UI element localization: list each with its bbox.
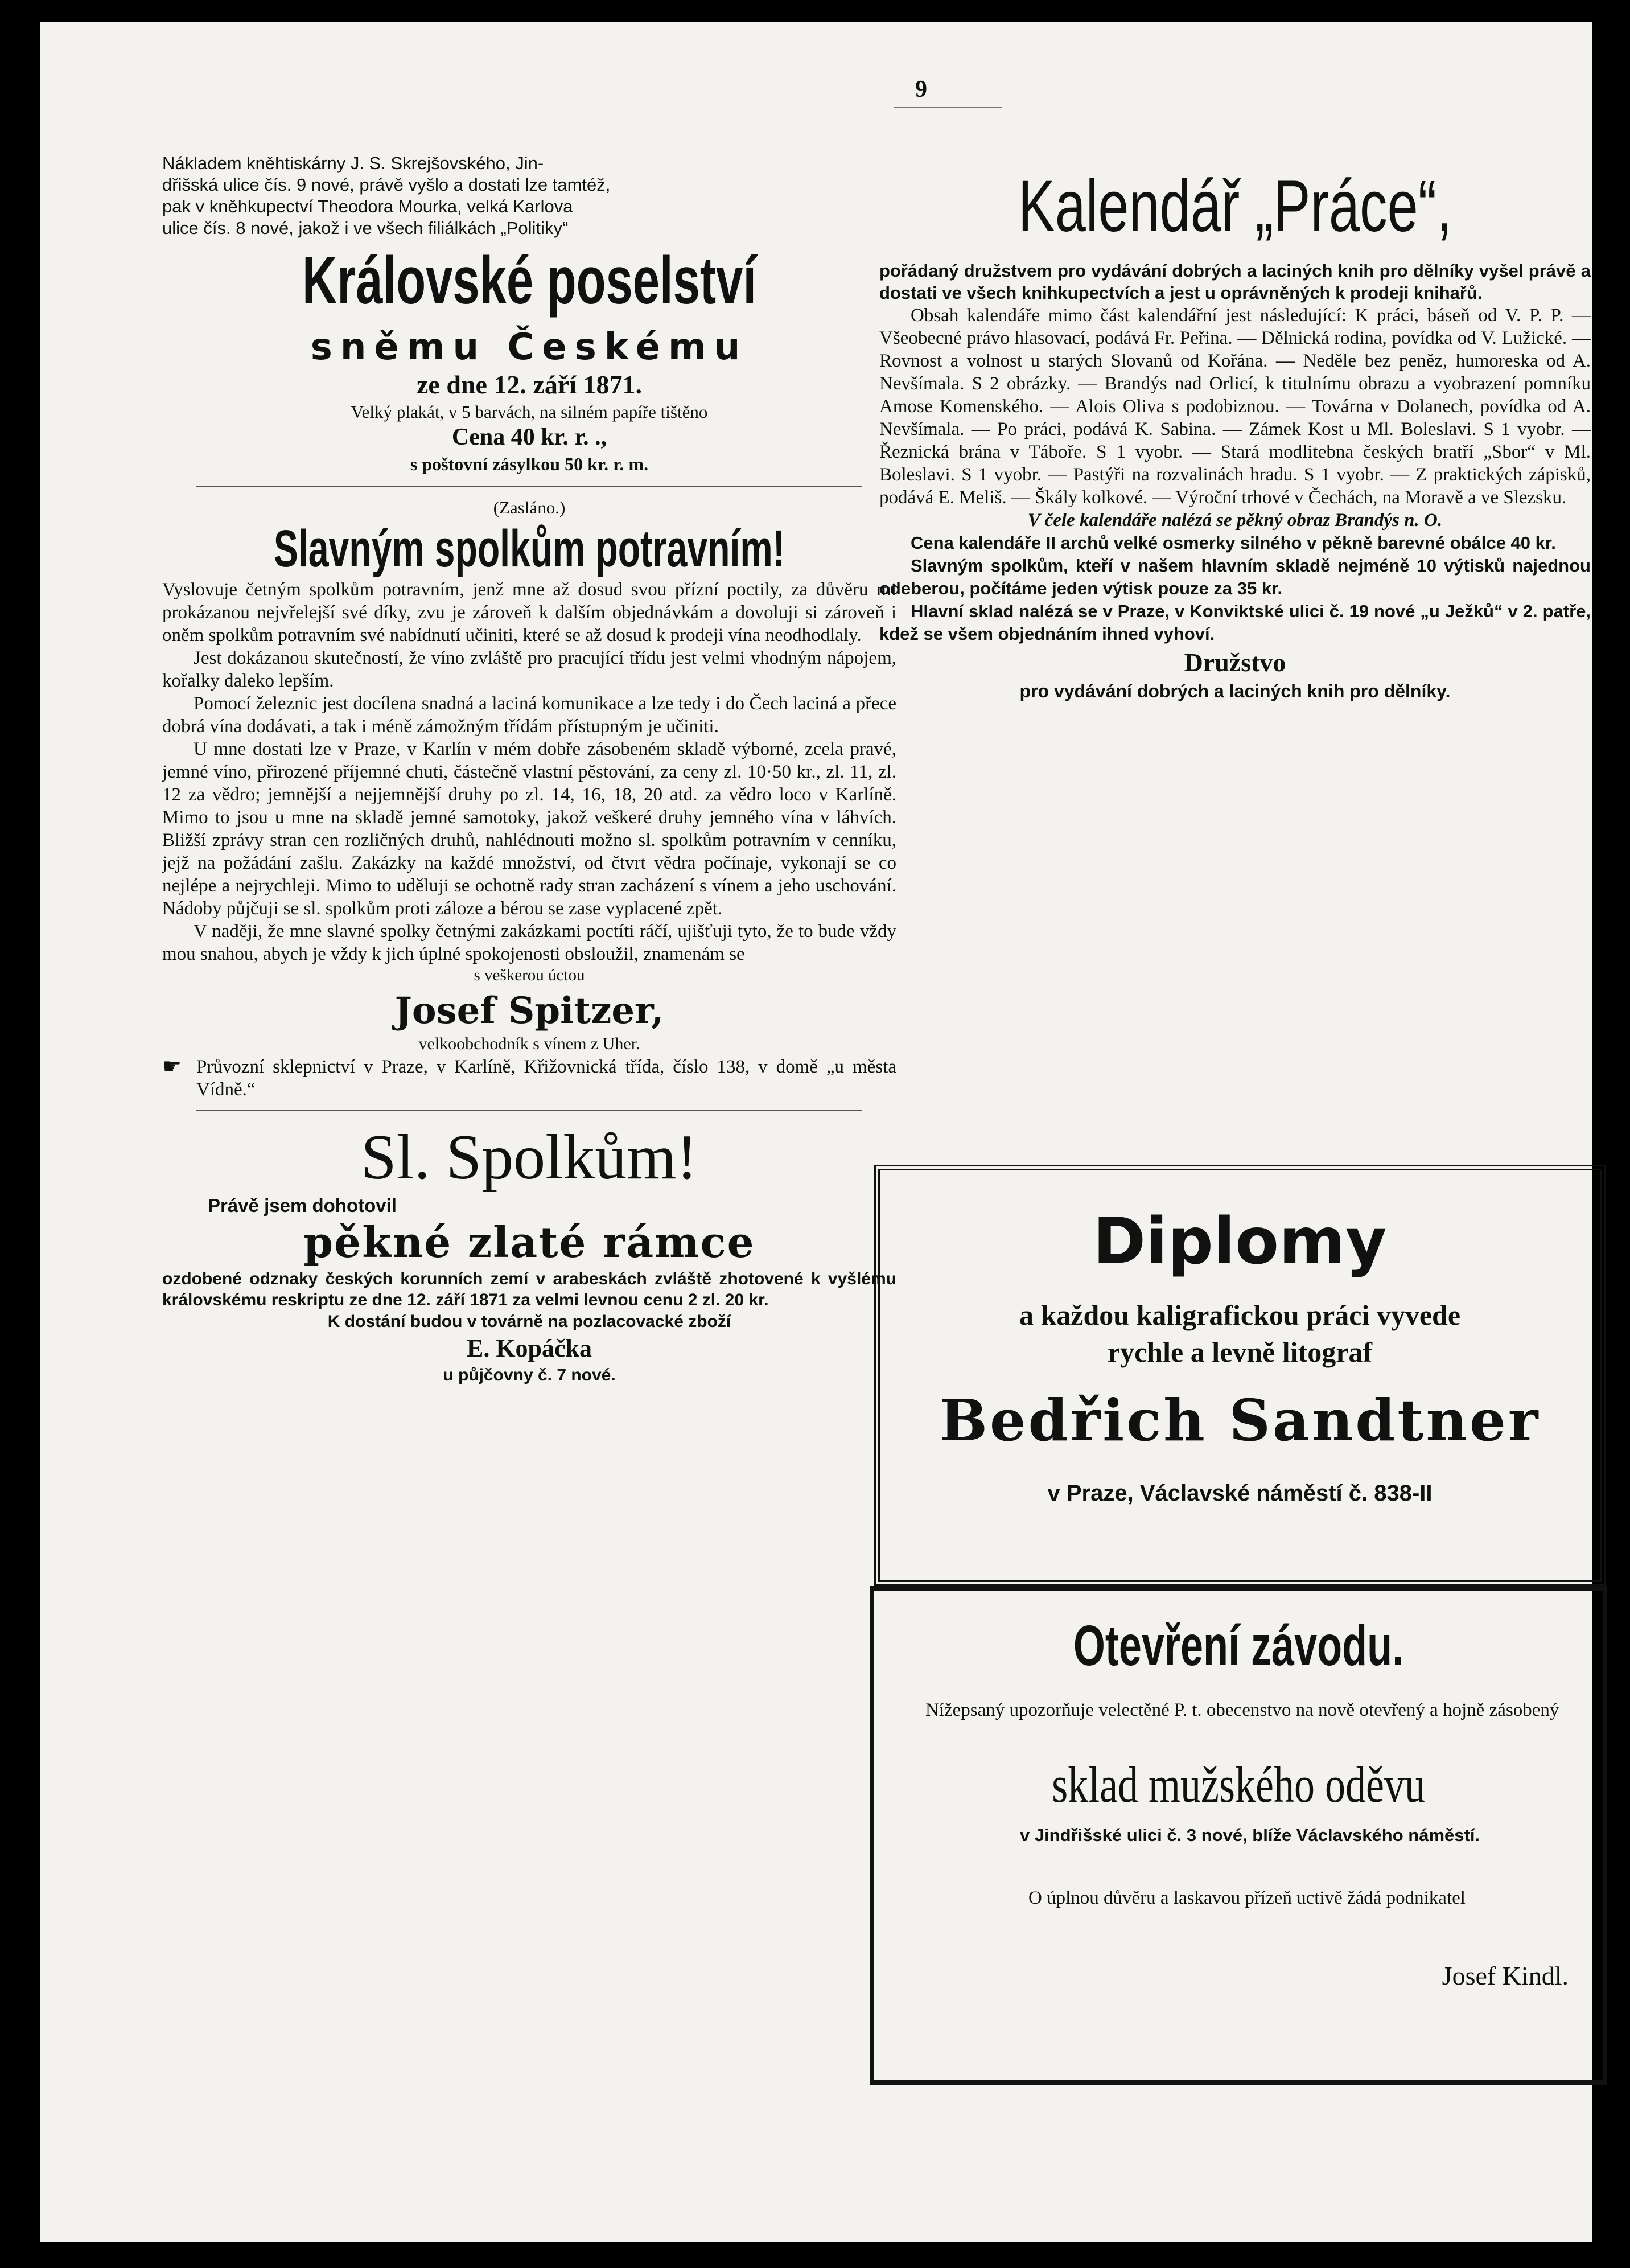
- right-column: [879, 164, 1591, 702]
- druzstvo-name: Družstvo: [1184, 648, 1286, 677]
- diplomy-line1: a každou kaligrafickou práci vyvede: [1019, 1299, 1461, 1331]
- ramce-name: E. Kopáčka: [466, 1334, 592, 1362]
- body-paragraph: Jest dokázanou skutečností, že víno zvláště pro pracující třídu jest velmi vhodným nápojem, kořalky daleko lepším.: [162, 648, 896, 691]
- left-column: [162, 153, 896, 1387]
- body-paragraph: V naději, že mne slavné spolky četnými zakázkami poctíti ráčí, ujišťuji tyto, že to bude vždy mou snahou, abych je vždy k jich úplné spokojenosti obsloužil, znamenám se: [162, 921, 896, 964]
- kalendar-intro: pořádaný družstvem pro vydávání dobrých a laciných knih pro dělníky vyšel právě a dostati ve všech knihkupectvích a jest u oprávněných k prodeji knihařů.: [879, 261, 1591, 303]
- intro-line: ulice čís. 8 nové, jakož i ve všech filiálkách „Politiky“: [162, 218, 569, 238]
- kalendar-warehouse: Hlavní sklad nalézá se v Praze, v Konviktské ulici č. 19 nové „u Ježků“ v 2. patře, kdež se všem objednáním ihned vyhoví.: [879, 601, 1591, 644]
- kindl-heading: Otevření závodu.: [1073, 1614, 1404, 1678]
- page-number-rule: [894, 107, 1002, 108]
- kindl-signature: Josef Kindl.: [1442, 1961, 1569, 1990]
- kalendar-contents: Obsah kalendáře mimo část kalendářní jest následující: K práci, báseň od V. P. P. — Všeobecné právo hlasovací, podává Fr. Peřina. — Dělnická rodina, povídka od V. Lužické. — Rovnost a volnost u starých Slovanů od Kořána. — Neděle bez peněz, humoreska od A. Nevšímala. S 2 obrázky. — Brandýs nad Orlicí, k titulnímu obrazu a vyobrazení pomníku Amose Komenského. — Alois Oliva s podobiznou. — Továrna v Dolanech, povídka od A. Nevšímala. — Po práci, podává K. Sabina. — Zámek Kost u Ml. Boleslavi. S 1 vyobr. — Řeznická brána v Táboře. S 1 vyobr. — Stará modlitebna českých bratří „Sbor“ v Ml. Boleslavi. S 1 vyobr. — Pastýři na rozvalinách hradu. S 1 vyobr. — Z praktických zápisků, podává E. Meliš. — Škály kolkové. — Výroční trhové v Čechách, na Moravě a ve Slezsku.: [879, 305, 1591, 508]
- body-paragraph: U mne dostati lze v Praze, v Karlín v mém dobře zásobeném skladě výborné, zcela pravé, jemné víno, přirozené příjemné chuti, částečně vlastní pěstování, za ceny zl. 10·50 kr., zl. 11, zl. 12 za vědro; jemnější a nejjemnější druhy po zl. 14, 16, 18, 20 atd. za vědro loco v Karlíně. Mimo to jsou u mne na skladě jemné samotoky, jakož veškeré druhy jemného vína v láhvích. Bližší zprávy stran cen rozličných druhů, nahlédnouti možno sl. spolkům potravním v cenníku, jejž na požádání zašlu. Zakázky na každé množství, od čtvrt vědra počínaje, vykonají se co nejlépe a nejrychleji. Mimo to uděluji se ochotně rady stran zacházení s vínem a jeho uschování. Nádoby půjčuji se sl. spolkům proti záloze a bérou se zase vyplacené zpět.: [162, 739, 896, 919]
- zaslano-label: (Zasláno.): [493, 498, 566, 517]
- spitzer-signature: Josef Spitzer,: [394, 989, 664, 1032]
- newspaper-page: [40, 22, 1592, 2242]
- kindl-line2: v Jindřišské ulici č. 3 nové, blíže Václavského náměstí.: [1019, 1825, 1480, 1845]
- diplomy-ad: [874, 1165, 1606, 1586]
- kalendar-title: Kalendář „Práce“,: [1018, 166, 1452, 247]
- diplomy-heading: Diplomy: [1093, 1205, 1387, 1279]
- ramce-intro: Právě jsem dohotovil: [208, 1195, 397, 1216]
- spolky-heading: Slavným spolkům potravním!: [273, 520, 785, 578]
- diplomy-line2: rychle a levně litograf: [1107, 1336, 1373, 1368]
- body-paragraph: Vyslovuje četným spolkům potravním, jenž mne až dosud svou přízní poctily, za důvěru mi prokázanou nejvřelejší své díky, zvu je zároveň k dalším objednávkám a dovoluji si zároveň i oněm spolkům potravním své nabídnutí učiniti, které se až dosud k prodeji vína neodhodlaly.: [162, 580, 896, 646]
- price-line: Cena 40 kr. r. .,: [451, 424, 607, 450]
- plakat-description: Velký plakát, v 5 barvách, na silném papíře tištěno: [351, 402, 708, 422]
- ramce-gothic: pěkné zlaté rámce: [303, 1218, 755, 1267]
- pointing-hand-icon: ☛: [162, 1055, 182, 1079]
- kindl-line1: Nížepsaný upozorňuje velectěné P. t. obecenstvo na nově otevřený a hojně zásobený: [925, 1700, 1559, 1720]
- poselstvi-subtitle: sněmu Českému: [310, 326, 748, 368]
- kalendar-price: Cena kalendáře II archů velké osmerky silného v pěkně barevné obálce 40 kr.: [911, 533, 1556, 553]
- cellar-address: [162, 1055, 896, 1101]
- kindl-line3: O úplnou důvěru a laskavou přízeň uctivě žádá podnikatel: [1028, 1888, 1466, 1908]
- sandtner-address: v Praze, Václavské náměstí č. 838-II: [1047, 1481, 1433, 1506]
- regards: s veškerou úctou: [474, 966, 585, 984]
- druzstvo-full: pro vydávání dobrých a laciných knih pro dělníky.: [1019, 681, 1451, 701]
- poselstvi-date: ze dne 12. září 1871.: [416, 370, 643, 399]
- kalendar-discount: Slavným spolkům, kteří v našem hlavním skladě nejméně 10 výtisků najednou odeberou, počítáme jeden výtisk pouze za 35 kr.: [879, 556, 1591, 598]
- divider: [196, 486, 862, 487]
- price-postal: s poštovní zásylkou 50 kr. r. m.: [410, 454, 649, 474]
- intro-line: Nákladem kněhtiskárny J. S. Skrejšovského, Jin-: [162, 153, 544, 173]
- intro-line: pak v kněhkupectví Theodora Mourka, velká Karlova: [162, 196, 573, 216]
- poselstvi-title: Královské poselství: [302, 243, 757, 318]
- ramce-avail: K dostání budou v továrně na pozlacovacké zboží: [327, 1312, 731, 1331]
- ramce-address: u půjčovny č. 7 nové.: [443, 1366, 616, 1384]
- divider: [196, 1110, 862, 1111]
- sandtner-name: Bedřich Sandtner: [939, 1387, 1541, 1454]
- intro-line: dřišská ulice čís. 9 nové, právě vyšlo a dostati lze tamtéž,: [162, 175, 611, 195]
- kindl-ad: [870, 1586, 1607, 2085]
- kindl-shop: sklad mužského oděvu: [1052, 1757, 1425, 1813]
- ramce-body: ozdobené odznaky českých korunních zemí v arabeskách zvláště zhotovené k vyšlému královskému reskriptu ze dne 12. září 1871 za velmi levnou cenu 2 zl. 20 kr.: [162, 1269, 896, 1309]
- page-number: 9: [915, 76, 927, 102]
- cellar-text: Průvozní sklepnictví v Praze, v Karlíně, Křižovnická třída, číslo 138, v domě „u města Vídně.“: [196, 1057, 896, 1100]
- spitzer-title: velkoobchodník s vínem z Uher.: [418, 1034, 640, 1053]
- ramce-heading: Sl. Spolkům!: [361, 1122, 698, 1193]
- kalendar-picture: V čele kalendáře nalézá se pěkný obraz Brandýs n. O.: [1027, 510, 1443, 531]
- body-paragraph: Pomocí železnic jest docílena snadná a laciná komunikace a lze tedy i do Čech laciná a přece dobrá vína dodávati, a tak i méně zámožným třídám přístupným je učiniti.: [162, 693, 896, 737]
